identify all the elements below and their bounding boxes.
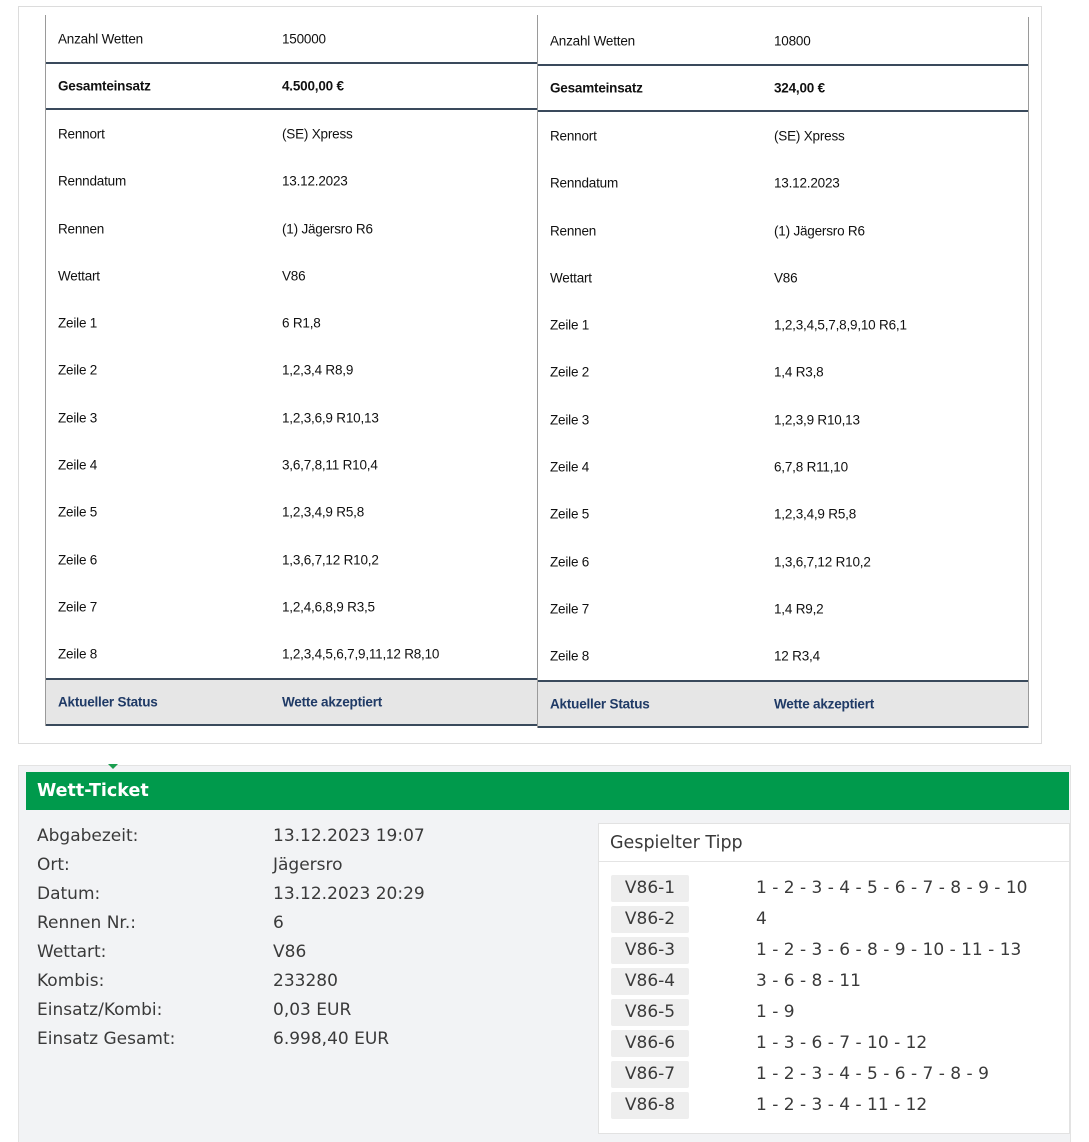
info-row [37,913,537,942]
row-label: Zeile 4 [58,457,98,473]
row-value: 1,2,3,4 R8,9 [282,362,354,378]
table-row [538,585,1028,632]
info-value: Jägersro [273,855,343,875]
tip-row [611,999,1061,1026]
row-value: 12 R3,4 [774,648,820,664]
bet-summary-panel [18,6,1042,744]
row-value: 1,4 R3,8 [774,364,824,380]
table-row [46,536,537,583]
row-label: Zeile 6 [550,554,590,570]
table-row [538,160,1028,207]
info-key: Ort: [37,855,70,875]
played-tip-title: Gespielter Tipp [610,833,743,853]
row-label: Rennort [58,126,105,142]
tip-row [611,1061,1061,1088]
row-value: (SE) Xpress [282,126,353,142]
info-row [37,971,537,1000]
row-label: Zeile 8 [550,648,590,664]
leg-badge: V86-6 [611,1030,689,1057]
status-label: Aktueller Status [550,696,650,712]
info-key: Rennen Nr.: [37,913,136,933]
info-key: Kombis: [37,971,105,991]
row-label: Anzahl Wetten [550,33,635,49]
row-label: Zeile 1 [58,315,98,331]
row-label: Zeile 4 [550,459,590,475]
total-stake-row [46,62,537,110]
tip-row [611,1092,1061,1119]
tip-row [611,937,1061,964]
row-value: 1,2,3,4,9 R5,8 [282,504,365,520]
leg-badge: V86-5 [611,999,689,1026]
table-row [46,299,537,346]
status-row [46,678,537,726]
row-value: 150000 [282,31,326,47]
status-value: Wette akzeptiert [774,696,875,712]
tip-row [611,968,1061,995]
info-row [37,1029,537,1058]
leg-selection: 1 - 2 - 3 - 4 - 5 - 6 - 7 - 8 - 9 [756,1064,989,1084]
info-key: Einsatz Gesamt: [37,1029,176,1049]
row-label: Zeile 3 [550,412,590,428]
bet-table-right [537,17,1029,728]
leg-badge: V86-3 [611,937,689,964]
table-row [46,158,537,205]
status-value: Wette akzeptiert [282,694,383,710]
row-label: Renndatum [58,173,126,189]
ticket-title: Wett-Ticket [37,781,149,801]
row-label: Gesamteinsatz [550,80,643,96]
table-row [538,443,1028,490]
info-row [37,855,537,884]
table-row [46,441,537,488]
row-value: 324,00 € [774,80,825,96]
tip-row [611,1030,1061,1057]
status-row [538,680,1028,728]
row-label: Zeile 2 [58,362,98,378]
row-label: Gesamteinsatz [58,78,151,94]
row-label: Zeile 5 [550,506,590,522]
played-tip-box [598,823,1070,1134]
row-label: Zeile 5 [58,504,98,520]
ticket-info-list [37,826,537,1058]
total-stake-row [538,64,1028,112]
info-value: 6 [273,913,284,933]
info-key: Abgabezeit: [37,826,139,846]
row-label: Zeile 1 [550,317,590,333]
info-key: Datum: [37,884,101,904]
row-label: Rennort [550,128,597,144]
status-label: Aktueller Status [58,694,158,710]
leg-selection: 1 - 3 - 6 - 7 - 10 - 12 [756,1033,928,1053]
table-row [46,347,537,394]
table-row [46,15,537,62]
bet-table-left [45,15,538,726]
info-value: 0,03 EUR [273,1000,352,1020]
table-row [46,489,537,536]
leg-selection: 4 [756,909,767,929]
table-row [538,207,1028,254]
row-label: Rennen [550,223,597,239]
info-row [37,1000,537,1029]
tip-row [611,875,1061,902]
row-label: Rennen [58,221,105,237]
info-value: 233280 [273,971,338,991]
caret-down-icon [108,764,118,769]
row-value: 13.12.2023 [282,173,348,189]
row-value: 1,4 R9,2 [774,601,824,617]
table-row [46,205,537,252]
info-value: 13.12.2023 19:07 [273,826,425,846]
leg-selection: 1 - 2 - 3 - 4 - 5 - 6 - 7 - 8 - 9 - 10 [756,878,1028,898]
row-value: (1) Jägersro R6 [282,221,373,237]
table-row [538,491,1028,538]
leg-badge: V86-2 [611,906,689,933]
table-row [538,301,1028,348]
info-value: 13.12.2023 20:29 [273,884,425,904]
row-label: Anzahl Wetten [58,31,143,47]
row-label: Zeile 7 [58,599,98,615]
divider [599,861,1069,862]
table-row [538,349,1028,396]
row-label: Zeile 7 [550,601,590,617]
row-value: 1,2,3,4,5,6,7,9,11,12 R8,10 [282,646,440,662]
row-label: Wettart [550,270,592,286]
table-row [538,538,1028,585]
row-value: (SE) Xpress [774,128,845,144]
row-value: 4.500,00 € [282,78,344,94]
table-row [538,112,1028,159]
row-label: Zeile 2 [550,364,590,380]
table-row [46,631,537,678]
row-value: 1,2,3,4,5,7,8,9,10 R6,1 [774,317,907,333]
row-value: 1,2,3,4,9 R5,8 [774,506,857,522]
leg-badge: V86-1 [611,875,689,902]
info-row [37,942,537,971]
leg-selection: 1 - 2 - 3 - 4 - 11 - 12 [756,1095,928,1115]
leg-badge: V86-4 [611,968,689,995]
info-key: Wettart: [37,942,107,962]
leg-selection: 3 - 6 - 8 - 11 [756,971,861,991]
row-value: 13.12.2023 [774,175,840,191]
row-value: 1,3,6,7,12 R10,2 [774,554,871,570]
row-label: Zeile 8 [58,646,98,662]
row-label: Zeile 6 [58,552,98,568]
row-label: Renndatum [550,175,618,191]
table-row [46,583,537,630]
table-row [538,17,1028,64]
table-row [46,110,537,157]
table-row [538,254,1028,301]
leg-selection: 1 - 9 [756,1002,795,1022]
row-value: (1) Jägersro R6 [774,223,865,239]
leg-badge: V86-7 [611,1061,689,1088]
row-value: V86 [282,268,306,284]
row-value: 1,2,3,9 R10,13 [774,412,860,428]
row-value: 6 R1,8 [282,315,321,331]
info-row [37,826,537,855]
row-value: 6,7,8 R11,10 [774,459,848,475]
tip-row [611,906,1061,933]
table-row [46,252,537,299]
row-label: Zeile 3 [58,410,98,426]
row-value: 1,2,4,6,8,9 R3,5 [282,599,375,615]
info-value: V86 [273,942,307,962]
info-key: Einsatz/Kombi: [37,1000,163,1020]
row-value: 10800 [774,33,811,49]
ticket-header [26,772,1069,810]
row-value: 3,6,7,8,11 R10,4 [282,457,378,473]
row-value: 1,2,3,6,9 R10,13 [282,410,379,426]
leg-selection: 1 - 2 - 3 - 6 - 8 - 9 - 10 - 11 - 13 [756,940,1022,960]
info-row [37,884,537,913]
leg-badge: V86-8 [611,1092,689,1119]
table-row [538,396,1028,443]
table-row [538,633,1028,680]
row-label: Wettart [58,268,100,284]
row-value: V86 [774,270,798,286]
row-value: 1,3,6,7,12 R10,2 [282,552,379,568]
info-value: 6.998,40 EUR [273,1029,390,1049]
table-row [46,394,537,441]
